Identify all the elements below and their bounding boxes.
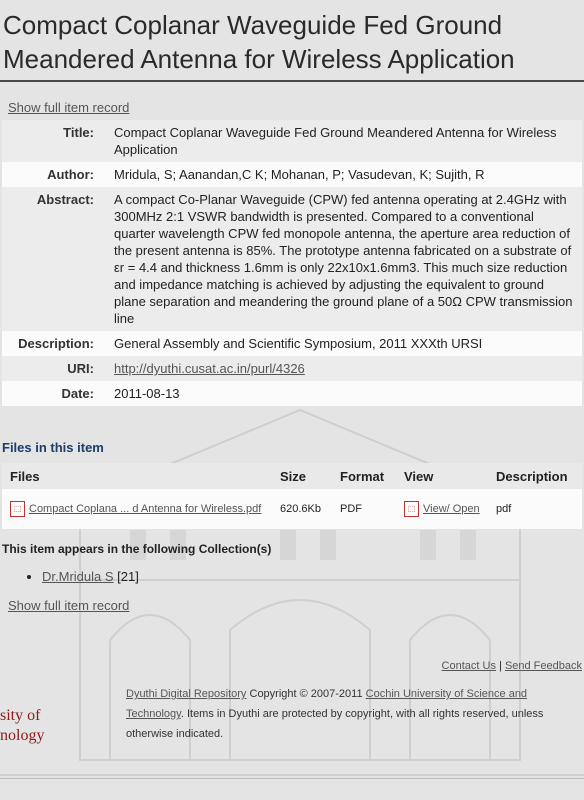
meta-row-uri xyxy=(2,356,582,381)
meta-value: Mridula, S; Aanandan,C K; Mohanan, P; Vasudevan, K; Sujith, R xyxy=(108,162,582,187)
show-full-record-link[interactable]: Show full item record xyxy=(8,100,130,115)
footer-separator: | xyxy=(499,660,502,672)
university-link[interactable]: Cochin University of Science and Technology xyxy=(126,688,528,720)
logo-line: nology xyxy=(0,727,45,744)
list-item xyxy=(42,569,584,584)
meta-row-description xyxy=(2,331,582,356)
show-full-record-link-bottom[interactable]: Show full item record xyxy=(8,598,130,613)
files-table xyxy=(2,463,582,529)
file-description: pdf xyxy=(488,489,582,529)
file-link[interactable]: Compact Coplana ... d Antenna for Wireless.pdf xyxy=(29,502,262,515)
page-title: Compact Coplanar Waveguide Fed Ground Meandered Antenna for Wireless Application xyxy=(0,0,584,82)
files-header-row xyxy=(2,463,582,489)
pdf-icon[interactable]: ⬚ xyxy=(404,501,419,517)
collections-heading: This item appears in the following Collection(s) xyxy=(2,542,272,556)
rights-text: . Items in Dyuthi are protected by copyright, with all rights reserved, unless otherwise indicated. xyxy=(126,708,544,740)
item-metadata-table xyxy=(2,120,582,406)
footer-links xyxy=(442,660,582,672)
meta-value: A compact Co-Planar Waveguide (CPW) fed antenna operating at 2.4GHz with 300MHz 2:1 VSWR bandwidth is presented. Compared to a conventional quarter wavelength CPW fed monopole antenna, the aperture area reduction of the present antenna is 85%. The prototype antenna fabricated on a substrate of εr = 4.4 and thickness 1.6mm is only 22x10x1.6mm3. This much size reduction and impedance matching is achieved by adjusting the equivalent to ground plane separation and meandering the ground plane of a 50Ω CPW transmission line xyxy=(108,187,582,331)
meta-value: Compact Coplanar Waveguide Fed Ground Meandered Antenna for Wireless Application xyxy=(108,120,582,162)
description-col-header: Description xyxy=(488,463,582,489)
meta-label: URI: xyxy=(2,356,108,381)
footer-copyright xyxy=(126,684,566,744)
meta-label: Description: xyxy=(2,331,108,356)
file-name-cell xyxy=(2,489,272,529)
repository-link[interactable]: Dyuthi Digital Repository xyxy=(126,688,247,700)
uri-link[interactable]: http://dyuthi.cusat.ac.in/purl/4326 xyxy=(114,361,305,376)
files-col-header: Files xyxy=(2,463,272,489)
footer-divider xyxy=(0,778,584,779)
meta-value: 2011-08-13 xyxy=(108,381,582,406)
meta-label: Abstract: xyxy=(2,187,108,331)
meta-row-abstract xyxy=(2,187,582,331)
meta-label: Title: xyxy=(2,120,108,162)
meta-value: General Assembly and Scientific Symposium, 2011 XXXth URSI xyxy=(108,331,582,356)
file-view-cell xyxy=(396,489,488,529)
meta-row-date xyxy=(2,381,582,406)
contact-us-link[interactable]: Contact Us xyxy=(441,660,496,672)
file-size: 620.6Kb xyxy=(272,489,332,529)
size-col-header: Size xyxy=(272,463,332,489)
meta-row-title xyxy=(2,120,582,162)
meta-label: Date: xyxy=(2,381,108,406)
file-row xyxy=(2,489,582,529)
file-format: PDF xyxy=(332,489,396,529)
files-heading: Files in this item xyxy=(2,440,104,455)
collection-count: [21] xyxy=(117,569,139,584)
meta-label: Author: xyxy=(2,162,108,187)
format-col-header: Format xyxy=(332,463,396,489)
collections-list xyxy=(0,569,584,584)
meta-value xyxy=(108,356,582,381)
logo-line: sity of xyxy=(0,707,41,724)
view-open-link[interactable]: View/ Open xyxy=(423,502,480,515)
meta-row-author xyxy=(2,162,582,187)
copyright-text: Copyright © 2007-2011 xyxy=(246,688,366,700)
pdf-icon[interactable]: ⬚ xyxy=(10,501,25,517)
view-col-header: View xyxy=(396,463,488,489)
collection-link[interactable]: Dr.Mridula S xyxy=(42,569,114,584)
send-feedback-link[interactable]: Send Feedback xyxy=(504,660,582,672)
university-logo-text xyxy=(0,706,44,746)
